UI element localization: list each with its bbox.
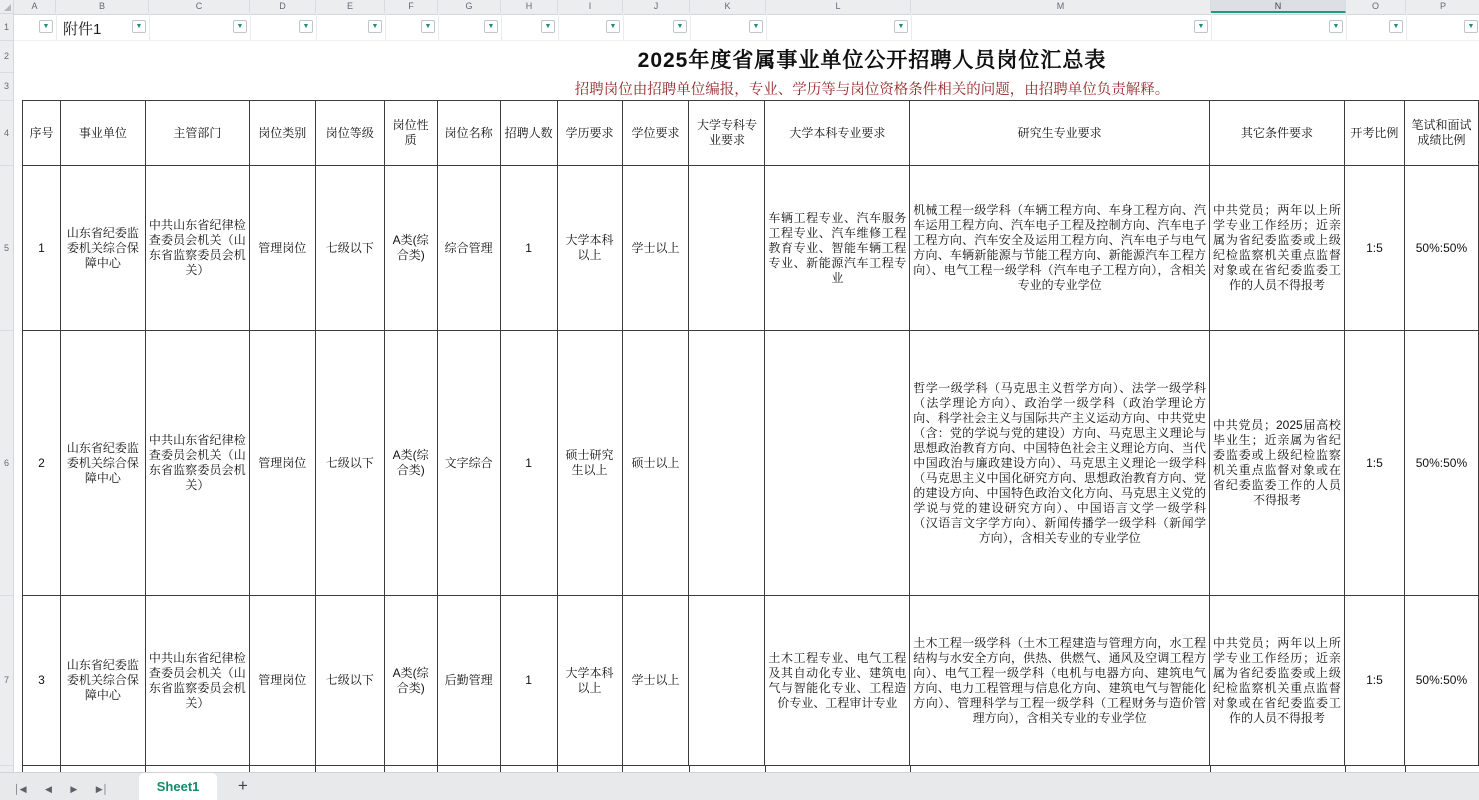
- gutter-gridline: [0, 165, 13, 166]
- partial-row-gridline: [765, 765, 766, 772]
- table-header-cell[interactable]: 研究生专业要求: [910, 101, 1210, 166]
- column-header-L[interactable]: L: [766, 0, 911, 13]
- sheet-tab-bar: [0, 772, 1479, 800]
- row1-gridline: [1346, 14, 1347, 40]
- table-cell[interactable]: 山东省纪委监委机关综合保障中心: [60, 596, 145, 766]
- table-cell[interactable]: 管理岗位: [249, 596, 315, 766]
- table-row: [23, 596, 1479, 766]
- filter-dropdown-icon-B[interactable]: ▼: [132, 20, 146, 33]
- table-cell[interactable]: 50%:50%: [1404, 166, 1478, 331]
- column-header-C[interactable]: C: [149, 0, 250, 13]
- table-cell[interactable]: A类(综合类): [384, 596, 437, 766]
- gutter-gridline: [0, 595, 13, 596]
- row1-gridline: [558, 14, 559, 40]
- partial-row-gridline: [622, 765, 623, 772]
- partial-row-gridline: [500, 765, 501, 772]
- row1-gridline: [1406, 14, 1407, 40]
- prev-sheet-button[interactable]: ◀: [45, 783, 52, 794]
- table-header-cell[interactable]: 大学专科专业要求: [689, 101, 765, 166]
- column-header-O[interactable]: O: [1346, 0, 1406, 13]
- table-header-cell[interactable]: 岗位类别: [249, 101, 315, 166]
- filter-dropdown-icon-I[interactable]: ▼: [606, 20, 620, 33]
- row-number-gutter: [0, 14, 14, 772]
- table-header-cell[interactable]: 事业单位: [60, 101, 145, 166]
- table-header-cell[interactable]: 岗位名称: [437, 101, 500, 166]
- table-cell[interactable]: 中共党员；两年以上所学专业工作经历；近亲属为省纪委监委或上级纪检监察机关重点监督对象或在省纪委监委工作的人员不得报考: [1210, 166, 1345, 331]
- row1-gridline: [623, 14, 624, 40]
- next-sheet-button[interactable]: ▶: [70, 783, 78, 794]
- row1-gridline: [14, 40, 1479, 41]
- row1-gridline: [385, 14, 386, 40]
- table-row: [23, 166, 1479, 331]
- table-cell[interactable]: 七级以下: [315, 331, 384, 596]
- select-all-triangle-icon: [4, 4, 11, 11]
- table-cell[interactable]: 1: [23, 166, 61, 331]
- table-cell[interactable]: 山东省纪委监委机关综合保障中心: [60, 331, 145, 596]
- attachment-cell[interactable]: 附件1: [63, 21, 102, 38]
- table-header-cell[interactable]: 学位要求: [622, 101, 689, 166]
- select-all-corner[interactable]: [0, 0, 14, 14]
- table-header-cell[interactable]: 岗位性质: [384, 101, 437, 166]
- recruitment-table: [22, 100, 1479, 766]
- table-header-cell[interactable]: 笔试和面试成绩比例: [1404, 101, 1478, 166]
- partial-row-gridline: [557, 765, 558, 772]
- partial-row-gridline: [689, 765, 690, 772]
- row1-gridline: [56, 14, 57, 40]
- gutter-gridline: [0, 40, 13, 41]
- table-header-cell[interactable]: 开考比例: [1344, 101, 1404, 166]
- row-header-5[interactable]: 5: [3, 242, 9, 253]
- table-cell[interactable]: 文字综合: [437, 331, 500, 596]
- partial-row-gridline: [22, 765, 23, 772]
- filter-dropdown-icon-A[interactable]: ▼: [39, 20, 53, 33]
- table-cell[interactable]: 2: [23, 331, 61, 596]
- sheet-note-cell[interactable]: 招聘岗位由招聘单位编报，专业、学历等与岗位资格条件相关的问题，由招聘单位负责解释。: [574, 82, 1170, 98]
- tab-sheet1[interactable]: Sheet1: [139, 773, 218, 800]
- column-header-B[interactable]: B: [56, 0, 149, 13]
- column-header-K[interactable]: K: [690, 0, 766, 13]
- table-cell[interactable]: 综合管理: [437, 166, 500, 331]
- table-header-cell[interactable]: 大学本科专业要求: [765, 101, 910, 166]
- row1-gridline: [149, 14, 150, 40]
- table-cell[interactable]: 大学本科以上: [557, 596, 622, 766]
- partial-row-gridline: [1345, 765, 1346, 772]
- table-cell[interactable]: 中共党员；2025届高校毕业生；近亲属为省纪委监委或上级纪检监察机关重点监督对象或在省纪委监委工作的人员不得报考: [1210, 331, 1345, 596]
- gutter-gridline: [0, 330, 13, 331]
- table-cell[interactable]: 中共山东省纪律检查委员会机关（山东省监察委员会机关）: [145, 331, 249, 596]
- table-cell[interactable]: [689, 166, 765, 331]
- filter-dropdown-icon-D[interactable]: ▼: [299, 20, 313, 33]
- row-header-3[interactable]: 3: [3, 81, 9, 91]
- table-header-cell[interactable]: 其它条件要求: [1210, 101, 1345, 166]
- table-cell[interactable]: 土木工程一级学科（土木工程建造与管理方向，水工程结构与水安全方向，供热、供燃气、通风及空调工程方向）、电气工程一级学科（电机与电器方向、建筑电气方向、电力工程管理与信息化方向、建筑电气与智能化方向）、管理科学与工程一级学科（工程财务与造价管理方向），含相关专业的专业学位: [910, 596, 1210, 766]
- filter-dropdown-icon-M[interactable]: ▼: [1194, 20, 1208, 33]
- table-cell[interactable]: 中共山东省纪律检查委员会机关（山东省监察委员会机关）: [145, 596, 249, 766]
- row1-gridline: [1211, 14, 1212, 40]
- table-cell[interactable]: 管理岗位: [249, 166, 315, 331]
- filter-dropdown-icon-C[interactable]: ▼: [233, 20, 247, 33]
- table-cell[interactable]: 大学本科以上: [557, 166, 622, 331]
- filter-dropdown-icon-E[interactable]: ▼: [368, 20, 382, 33]
- column-header-strip: [0, 0, 1479, 15]
- table-cell[interactable]: [765, 331, 910, 596]
- row1-gridline: [501, 14, 502, 40]
- column-header-N[interactable]: N: [1211, 0, 1346, 13]
- table-cell[interactable]: [689, 331, 765, 596]
- filter-dropdown-icon-K[interactable]: ▼: [749, 20, 763, 33]
- table-cell[interactable]: 管理岗位: [249, 331, 315, 596]
- filter-dropdown-icon-G[interactable]: ▼: [484, 20, 498, 33]
- table-cell[interactable]: 哲学一级学科（马克思主义哲学方向）、法学一级学科（法学理论方向）、政治学一级学科（政治学理论方向、科学社会主义与国际共产主义运动方向、中共党史（含：党的学说与党的建设）方向、马克思主义理论与思想政治教育方向、中国特色社会主义理论方向、当代中国政治与廉政建设方向）、马克思主义理论一级学科（马克思主义中国化研究方向、思想政治教育方向、党的建设方向、中国特色政治文化方向、马克思主义党的学说与党的建设研究方向）、中国语言文学一级学科（汉语言文字学方向）、新闻传播学一级学科（新闻学方向），含相关专业的专业学位: [910, 331, 1210, 596]
- column-header-M[interactable]: M: [911, 0, 1211, 13]
- table-header-cell[interactable]: 主管部门: [145, 101, 249, 166]
- partial-row-gridline: [1210, 765, 1211, 772]
- partial-row-gridline: [145, 765, 146, 772]
- gutter-gridline: [0, 100, 13, 101]
- last-sheet-button[interactable]: ▶│: [95, 783, 109, 794]
- table-cell[interactable]: 1: [500, 166, 557, 331]
- row-header-1[interactable]: 1: [3, 22, 9, 32]
- filter-dropdown-icon-L[interactable]: ▼: [894, 20, 908, 33]
- column-header-E[interactable]: E: [316, 0, 385, 13]
- table-cell[interactable]: 后勤管理: [437, 596, 500, 766]
- filter-dropdown-icon-J[interactable]: ▼: [673, 20, 687, 33]
- column-header-D[interactable]: D: [250, 0, 316, 13]
- row1-gridline: [766, 14, 767, 40]
- table-cell[interactable]: 1: [500, 331, 557, 596]
- table-cell[interactable]: 3: [23, 596, 61, 766]
- partial-row-gridline: [1405, 765, 1406, 772]
- add-sheet-button[interactable]: +: [237, 776, 248, 795]
- gutter-gridline: [0, 765, 13, 766]
- table-cell[interactable]: 学士以上: [622, 596, 689, 766]
- row1-gridline: [316, 14, 317, 40]
- column-header-F[interactable]: F: [385, 0, 438, 13]
- table-cell[interactable]: 1:5: [1344, 331, 1404, 596]
- table-cell[interactable]: 七级以下: [315, 596, 384, 766]
- row-header-2[interactable]: 2: [3, 51, 9, 61]
- column-header-P[interactable]: P: [1406, 0, 1479, 13]
- row1-gridline: [690, 14, 691, 40]
- row-header-6[interactable]: 6: [3, 457, 9, 468]
- table-row: [23, 331, 1479, 596]
- table-cell[interactable]: 山东省纪委监委机关综合保障中心: [60, 166, 145, 331]
- column-header-J[interactable]: J: [623, 0, 690, 13]
- column-header-G[interactable]: G: [438, 0, 501, 13]
- table-cell[interactable]: 车辆工程专业、汽车服务工程专业、汽车维修工程教育专业、智能车辆工程专业、新能源汽车工程专业: [765, 166, 910, 331]
- table-cell[interactable]: 机械工程一级学科（车辆工程方向、车身工程方向、汽车运用工程方向、汽车电子工程及控制方向、汽车电子工程方向、汽车安全及运用工程方向、汽车电子与电气方向、车辆新能源与节能工程方向、新能源汽车工程方向）、电气工程一级学科（汽车电子工程方向），含相关专业的专业学位: [910, 166, 1210, 331]
- table-cell[interactable]: 土木工程专业、电气工程及其自动化专业、建筑电气与智能化专业、工程造价专业、工程审计专业: [765, 596, 910, 766]
- table-cell[interactable]: [689, 596, 765, 766]
- sheet-title-cell[interactable]: 2025年度省属事业单位公开招聘人员岗位汇总表: [637, 49, 1107, 72]
- table-cell[interactable]: 学士以上: [622, 166, 689, 331]
- filter-dropdown-icon-O[interactable]: ▼: [1389, 20, 1403, 33]
- table-header-cell[interactable]: 学历要求: [557, 101, 622, 166]
- partial-row-gridline: [315, 765, 316, 772]
- partial-row-gridline: [910, 765, 911, 772]
- filter-dropdown-icon-P[interactable]: ▼: [1464, 20, 1478, 33]
- partial-row-gridline: [249, 765, 250, 772]
- filter-dropdown-icon-F[interactable]: ▼: [421, 20, 435, 33]
- column-header-H[interactable]: H: [501, 0, 558, 13]
- table-cell[interactable]: 50%:50%: [1404, 596, 1478, 766]
- gutter-gridline: [0, 72, 13, 73]
- table-cell[interactable]: 硕士研究生以上: [557, 331, 622, 596]
- row-header-4[interactable]: 4: [3, 127, 9, 138]
- table-cell[interactable]: 1: [500, 596, 557, 766]
- table-cell[interactable]: 50%:50%: [1404, 331, 1478, 596]
- column-header-A[interactable]: A: [14, 0, 56, 13]
- filter-dropdown-icon-H[interactable]: ▼: [541, 20, 555, 33]
- table-cell[interactable]: A类(综合类): [384, 166, 437, 331]
- table-cell[interactable]: A类(综合类): [384, 331, 437, 596]
- filter-dropdown-icon-N[interactable]: ▼: [1329, 20, 1343, 33]
- table-header-cell[interactable]: 招聘人数: [500, 101, 557, 166]
- table-cell[interactable]: 中共山东省纪律检查委员会机关（山东省监察委员会机关）: [145, 166, 249, 331]
- table-header-cell[interactable]: 岗位等级: [315, 101, 384, 166]
- column-header-I[interactable]: I: [558, 0, 623, 13]
- row1-gridline: [911, 14, 912, 40]
- row1-gridline: [250, 14, 251, 40]
- first-sheet-button[interactable]: │◀: [14, 783, 27, 794]
- table-header-cell[interactable]: 序号: [23, 101, 61, 166]
- table-cell[interactable]: 1:5: [1344, 166, 1404, 331]
- table-cell[interactable]: 硕士以上: [622, 331, 689, 596]
- table-cell[interactable]: 七级以下: [315, 166, 384, 331]
- table-cell[interactable]: 1:5: [1344, 596, 1404, 766]
- row-header-7[interactable]: 7: [3, 675, 9, 685]
- partial-row-gridline: [437, 765, 438, 772]
- table-cell[interactable]: 中共党员；两年以上所学专业工作经历；近亲属为省纪委监委或上级纪检监察机关重点监督对象或在省纪委监委工作的人员不得报考: [1210, 596, 1345, 766]
- partial-row-gridline: [60, 765, 61, 772]
- partial-row-gridline: [384, 765, 385, 772]
- row1-gridline: [438, 14, 439, 40]
